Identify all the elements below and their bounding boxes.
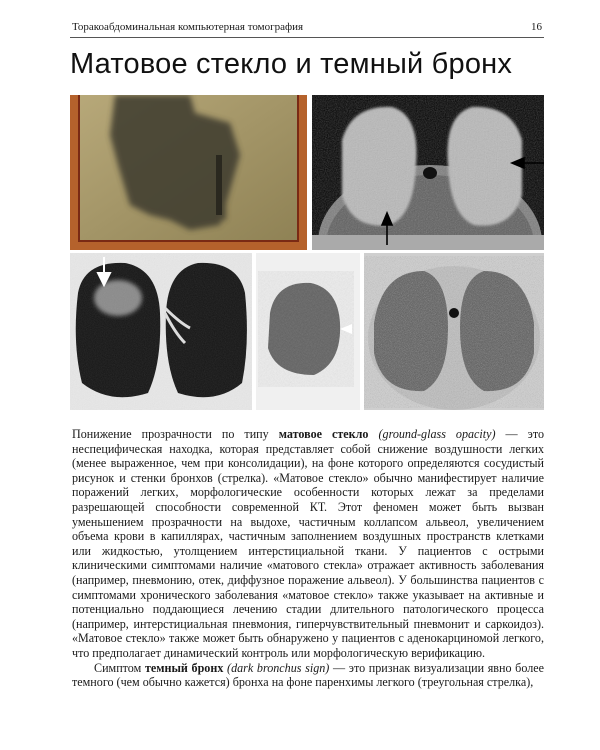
body-text (72, 427, 544, 690)
ct-magnified-lung (256, 253, 360, 410)
ct-axial-arrows (312, 95, 544, 250)
p2-body: — это признак визуализации явно более темного (чем обычно кажется) бронха на фоне паренхимы легкого (треугольная стрелка), (72, 660, 544, 690)
p1-lead: Понижение прозрачности по типу (72, 427, 279, 441)
page-number: 16 (531, 21, 542, 33)
term-ground-glass-en: (ground-glass opacity) (378, 427, 496, 441)
running-header (70, 19, 544, 38)
ct-lung-window (70, 253, 252, 410)
page-title: Матовое стекло и темный бронх (70, 48, 513, 80)
term-dark-bronchus-en: (dark bronchus sign) (227, 660, 330, 675)
term-dark-bronchus: темный бронх (144, 660, 224, 675)
running-title: Торакоабдоминальная компьютерная томография (72, 21, 304, 33)
paragraph-ground-glass (72, 427, 544, 661)
paragraph-dark-bronchus (72, 661, 544, 690)
term-ground-glass: матовое стекло (278, 427, 369, 441)
p1-body: — это неспецифическая находка, которая представляет собой снижение воздушности легких (менее выраженное, чем при консолидации), на фоне которого определяются сосудистый рисунок и стенки бронхов (стрелка). «Матовое стекло» обычно манифестирует наличие поражений легких, морфологические особенности которых лежат за пределами разрешающей способности современной КТ. Этот феномен может быть вызван уменьшением прозрачности на выдохе, частичным коллапсом альвеол, увеличением объема крови в капиллярах, частичным заполнением воздушных пространств клетками или жидкостью, утолщением интерстициальной ткани. У пациентов с острыми клиническими симптомами наличие «матового стекла» отражает активность заболевания (например, пневмонию, отек, диффузное поражение альвеол). У большинства пациентов с симптомами хронического заболевания «матовое стекло» также указывает на активные и потенциально поддающиеся лечению стадии длительного патологического процесса (например, интерстициальная пневмония, гиперчувствительный пневмонит и саркоидоз). «Матовое стекло» также может быть обнаружено у пациентов с аденокарциномой легкого, что предполагает динамический контроль или морфологическую верификацию. (72, 427, 545, 660)
p2-lead: Симптом (94, 660, 145, 675)
frosted-glass-photo (70, 95, 307, 250)
ct-diffuse-lungs (364, 253, 544, 410)
